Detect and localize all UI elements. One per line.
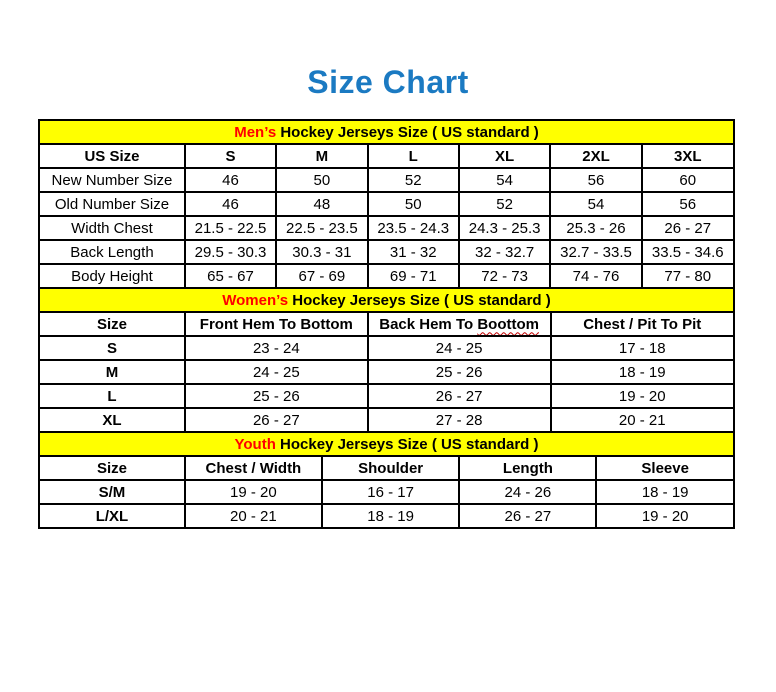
cell: 26 - 27 (459, 504, 596, 528)
cell: 24 - 25 (185, 360, 368, 384)
cell: 52 (459, 192, 551, 216)
youth-column-header: Chest / Width (185, 456, 322, 480)
youth-section-title (39, 432, 734, 456)
cell: 56 (642, 192, 734, 216)
mens-row-label: Width Chest (39, 216, 185, 240)
mens-column-header: M (276, 144, 368, 168)
cell: 26 - 27 (642, 216, 734, 240)
cell: 50 (276, 168, 368, 192)
womens-column-header: Chest / Pit To Pit (551, 312, 735, 336)
mens-row-label: Old Number Size (39, 192, 185, 216)
table-row (39, 504, 734, 528)
table-row (39, 240, 734, 264)
cell: 24 - 25 (368, 336, 551, 360)
size-chart (38, 119, 735, 529)
mens-column-header: US Size (39, 144, 185, 168)
cell: 32 - 32.7 (459, 240, 551, 264)
cell: 19 - 20 (185, 480, 322, 504)
youth-column-header: Shoulder (322, 456, 460, 480)
womens-row-label: L (39, 384, 185, 408)
youth-section-title-accent: Youth (234, 435, 276, 453)
cell: 50 (368, 192, 459, 216)
cell: 27 - 28 (368, 408, 551, 432)
cell: 22.5 - 23.5 (276, 216, 368, 240)
table-row (39, 408, 734, 432)
mens-column-header: 2XL (550, 144, 641, 168)
cell: 46 (185, 168, 276, 192)
table-row (39, 336, 734, 360)
womens-column-header: Size (39, 312, 185, 336)
cell: 46 (185, 192, 276, 216)
womens-column-header: Front Hem To Bottom (185, 312, 368, 336)
table-row (39, 360, 734, 384)
table-row (39, 480, 734, 504)
cell: 48 (276, 192, 368, 216)
cell: 60 (642, 168, 734, 192)
mens-header-row (39, 144, 734, 168)
womens-row-label: M (39, 360, 185, 384)
womens-section-band (39, 288, 734, 312)
youth-column-header: Size (39, 456, 185, 480)
mens-column-header: 3XL (642, 144, 734, 168)
womens-row-label: S (39, 336, 185, 360)
youth-column-header: Length (459, 456, 596, 480)
cell: 69 - 71 (368, 264, 459, 288)
cell: 26 - 27 (368, 384, 551, 408)
table-row (39, 192, 734, 216)
cell: 25 - 26 (368, 360, 551, 384)
cell: 26 - 27 (185, 408, 368, 432)
youth-size-table (38, 431, 735, 529)
womens-column-header (368, 312, 551, 336)
mens-size-table (38, 119, 735, 289)
mens-row-label: Body Height (39, 264, 185, 288)
womens-row-label: XL (39, 408, 185, 432)
table-row (39, 264, 734, 288)
cell: 32.7 - 33.5 (550, 240, 641, 264)
cell: 29.5 - 30.3 (185, 240, 276, 264)
cell: 19 - 20 (551, 384, 735, 408)
cell: 25.3 - 26 (550, 216, 641, 240)
cell: 18 - 19 (551, 360, 735, 384)
mens-column-header: S (185, 144, 276, 168)
cell: 24 - 26 (459, 480, 596, 504)
cell: 20 - 21 (551, 408, 735, 432)
cell: 72 - 73 (459, 264, 551, 288)
womens-size-table (38, 287, 735, 433)
womens-section-title (39, 288, 734, 312)
cell: 67 - 69 (276, 264, 368, 288)
cell: 19 - 20 (596, 504, 734, 528)
cell: 33.5 - 34.6 (642, 240, 734, 264)
cell: 30.3 - 31 (276, 240, 368, 264)
cell: 31 - 32 (368, 240, 459, 264)
mens-row-label: Back Length (39, 240, 185, 264)
cell: 23 - 24 (185, 336, 368, 360)
header-text: Back Hem To (379, 315, 478, 333)
cell: 65 - 67 (185, 264, 276, 288)
cell: 18 - 19 (596, 480, 734, 504)
mens-section-band (39, 120, 734, 144)
youth-column-header: Sleeve (596, 456, 734, 480)
table-row (39, 168, 734, 192)
youth-row-label: S/M (39, 480, 185, 504)
page-title: Size Chart (307, 64, 469, 100)
cell: 25 - 26 (185, 384, 368, 408)
cell: 52 (368, 168, 459, 192)
cell: 24.3 - 25.3 (459, 216, 551, 240)
cell: 77 - 80 (642, 264, 734, 288)
youth-section-title-rest: Hockey Jerseys Size ( US standard ) (275, 435, 539, 453)
womens-header-row (39, 312, 734, 336)
cell: 23.5 - 24.3 (368, 216, 459, 240)
mens-section-title-rest: Hockey Jerseys Size ( US standard ) (276, 123, 539, 141)
mens-column-header: XL (459, 144, 551, 168)
cell: 56 (550, 168, 641, 192)
mens-row-label: New Number Size (39, 168, 185, 192)
womens-section-title-rest: Hockey Jerseys Size ( US standard ) (288, 291, 551, 309)
cell: 54 (550, 192, 641, 216)
mens-column-header: L (368, 144, 459, 168)
cell: 17 - 18 (551, 336, 735, 360)
youth-section-band (39, 432, 734, 456)
cell: 18 - 19 (322, 504, 460, 528)
mens-section-title-accent: Men’s (234, 123, 277, 141)
cell: 74 - 76 (550, 264, 641, 288)
mens-section-title (39, 120, 734, 144)
youth-row-label: L/XL (39, 504, 185, 528)
table-row (39, 216, 734, 240)
cell: 54 (459, 168, 551, 192)
cell: 21.5 - 22.5 (185, 216, 276, 240)
table-row (39, 384, 734, 408)
cell: 16 - 17 (322, 480, 460, 504)
womens-section-title-accent: Women’s (222, 291, 289, 309)
cell: 20 - 21 (185, 504, 322, 528)
misspelled-word-with-squiggle: Boottom (477, 315, 539, 333)
youth-header-row (39, 456, 734, 480)
